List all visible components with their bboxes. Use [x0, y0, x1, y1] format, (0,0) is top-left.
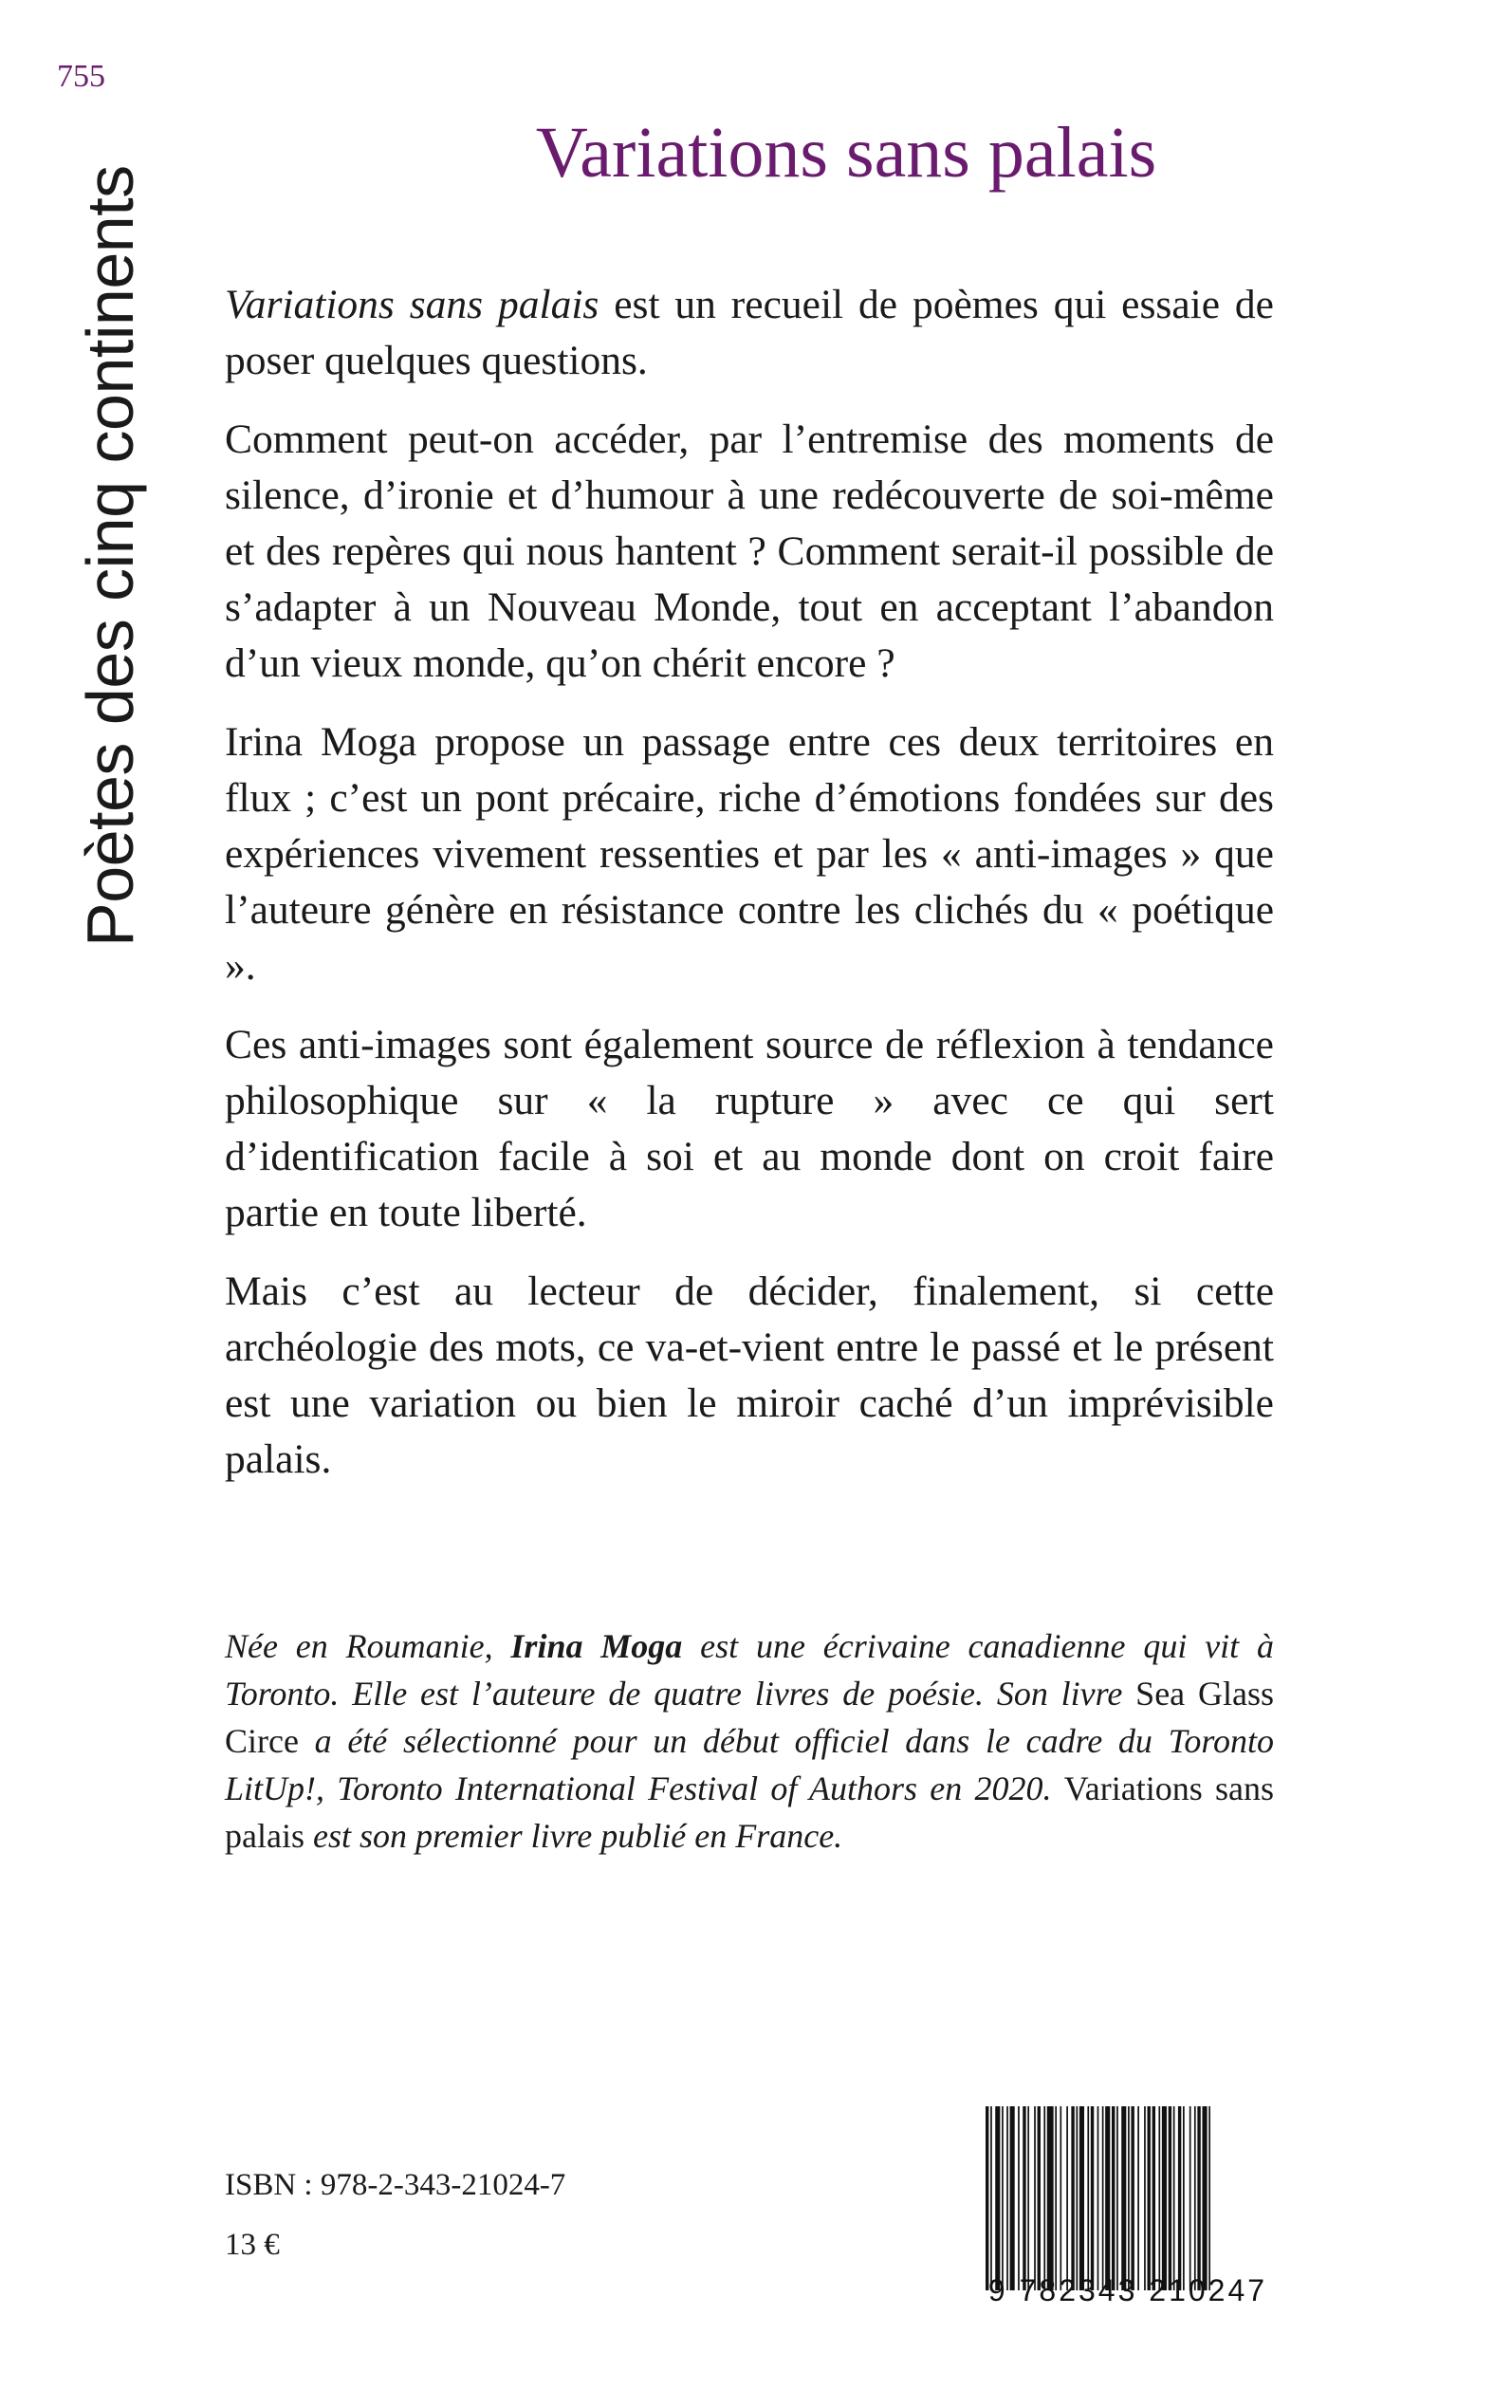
barcode-bar [1144, 2106, 1146, 2290]
back-cover-blurb [225, 277, 1274, 1510]
isbn: ISBN : 978-2-343-21024-7 [225, 2168, 566, 2202]
barcode-bar [1152, 2106, 1155, 2290]
price: 13 € [225, 2228, 280, 2262]
barcode-bar [1091, 2106, 1094, 2290]
barcode-bar [1079, 2106, 1084, 2290]
barcode-bar [1006, 2106, 1008, 2290]
barcode-bar [1055, 2106, 1057, 2290]
bio-part-4: est son premier livre publié en France. [304, 1817, 843, 1855]
barcode-bar [1148, 2106, 1151, 2290]
barcode-bar [1137, 2106, 1139, 2290]
barcode-bar [1194, 2106, 1196, 2290]
barcode-bar [1112, 2106, 1115, 2290]
barcode-bar [1071, 2106, 1074, 2290]
blurb-title-italic: Variations sans palais [225, 282, 599, 327]
barcode-bar [1023, 2106, 1025, 2290]
barcode-bar [1105, 2106, 1110, 2290]
barcode-bar [1047, 2106, 1054, 2290]
series-number: 755 [57, 59, 105, 94]
blurb-paragraph-3: Irina Moga propose un passage entre ces deux territoires en flux ; c’est un pont précaire, riche d’émotions fondées sur des expériences vivement ressenties et par les « anti-images » que l’auteure génère en résistance contre les clichés du « poétique ». [225, 719, 1274, 989]
barcode-bar [1066, 2106, 1068, 2290]
barcode-bar [1169, 2106, 1171, 2290]
blurb-paragraph-4: Ces anti-images sont également source de réflexion à tendance philosophique sur « la rupture » avec ce qui sert d’identification facile à soi et au monde dont on croit faire partie en toute liberté. [225, 1022, 1274, 1235]
barcode-bar [1183, 2106, 1185, 2290]
barcode-bar [1162, 2106, 1167, 2290]
barcode-bar [1121, 2106, 1126, 2290]
barcode-bar [1002, 2106, 1004, 2290]
bio-author-name: Irina Moga [510, 1627, 683, 1665]
blurb-paragraph-5: Mais c’est au lecteur de décider, finalement, si cette archéologie des mots, ce va-et-vient entre le passé et le présent est une variation ou bien le miroir caché d’un imprévisible palais. [225, 1269, 1274, 1482]
barcode-bar [986, 2106, 988, 2290]
barcode-bar [1027, 2106, 1029, 2290]
barcode-bar [1038, 2106, 1041, 2290]
barcode-bar [1102, 2106, 1104, 2290]
barcode-bar [1043, 2106, 1045, 2290]
bio-book-2: Variations sans palais [225, 1769, 1274, 1855]
barcode-bar [1178, 2106, 1181, 2290]
barcode-bar [1097, 2106, 1099, 2290]
barcode-bar [1197, 2106, 1200, 2290]
barcode-image [982, 2106, 1274, 2290]
blurb-paragraph-1 [225, 277, 1274, 389]
barcode-bar [1158, 2106, 1160, 2290]
author-bio [225, 1622, 1274, 1860]
bio-book-1: Sea Glass Circe [225, 1675, 1274, 1760]
barcode-bar [1076, 2106, 1078, 2290]
barcode-bar [1116, 2106, 1118, 2290]
barcode-bar [1189, 2106, 1191, 2290]
barcode-bar [1034, 2106, 1036, 2290]
barcode-bar [990, 2106, 992, 2290]
barcode-bar [1128, 2106, 1130, 2290]
barcode-bar [995, 2106, 1000, 2290]
bio-part-1: Née en Roumanie, [225, 1627, 511, 1665]
barcode-bar [1208, 2106, 1210, 2290]
barcode-bar [1087, 2106, 1089, 2290]
barcode-bar [1131, 2106, 1134, 2290]
barcode-bar [1018, 2106, 1020, 2290]
barcode-bar [1173, 2106, 1175, 2290]
barcode-bar [1202, 2106, 1207, 2290]
series-name: Poètes des cinq continents [73, 165, 147, 947]
barcode-bar [1060, 2106, 1061, 2290]
barcode-bar [1010, 2106, 1015, 2290]
bio-part-3: a été sélectionné pour un début officiel dans le cadre du Toronto LitUp!, Toronto International Festival of Authors en 2020. [225, 1722, 1274, 1807]
blurb-p1-text: est un recueil de poèmes qui essaie de poser quelques questions. [225, 282, 1274, 383]
bio-part-2: est une écrivaine canadienne qui vit à Toronto. Elle est l’auteure de quatre livres de poésie. Son livre [225, 1627, 1274, 1713]
book-title: Variations sans palais [535, 113, 1157, 193]
barcode-digits: 9 782343 210247 [987, 2273, 1268, 2307]
blurb-paragraph-2: Comment peut-on accéder, par l’entremise des moments de silence, d’ironie et d’humour à une redécouverte de soi-même et des repères qui nous hantent ? Comment serait-il possible de s’adapter à un Nouveau Monde, tout en acceptant l’abandon d’un vieux monde, qu’on chérit encore ? [225, 417, 1274, 686]
